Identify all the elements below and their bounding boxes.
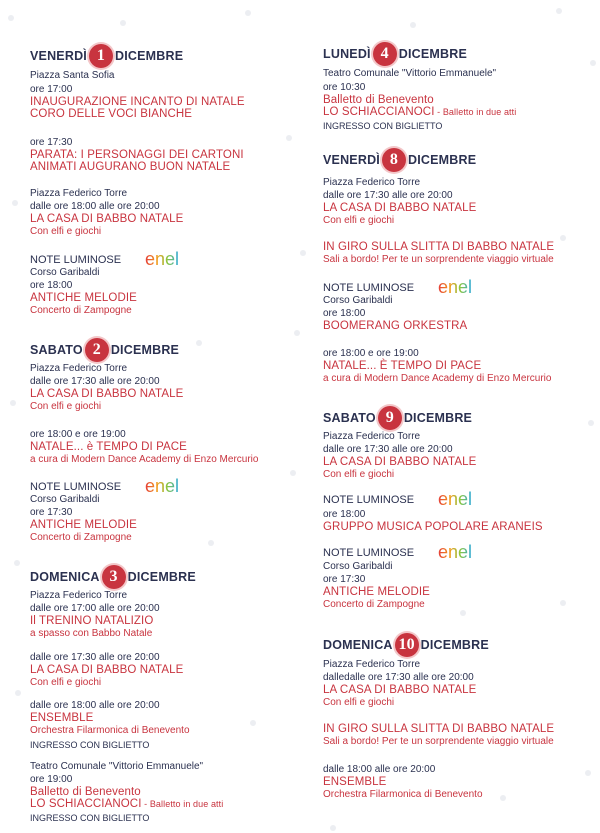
event-time: ore 17:00 — [30, 84, 73, 95]
day-number-badge: 8 — [382, 148, 406, 172]
day-number-badge: 9 — [378, 406, 402, 430]
month: DICEMBRE — [407, 153, 477, 167]
event-place: Piazza Federico Torre — [323, 659, 421, 670]
event-title-detail: - Balletto in due atti — [141, 799, 224, 809]
day-number-badge: 3 — [102, 565, 126, 589]
day-number-badge: 10 — [395, 633, 419, 657]
date-header-10 — [323, 633, 489, 657]
enel-logo-text: enel — [438, 543, 473, 561]
event-time: dalle ore 17:30 alle ore 20:00 — [323, 444, 453, 455]
month: DICEMBRE — [110, 343, 180, 357]
event-place: Corso Garibaldi — [30, 494, 100, 505]
event-time: dalle ore 17:30 alle ore 20:00 — [30, 652, 160, 663]
event-subtitle: a cura di Modern Dance Academy di Enzo Mercurio — [323, 373, 552, 384]
event-time: ore 18:00 — [323, 509, 366, 520]
event-title-detail: - Balletto in due atti — [434, 107, 517, 117]
event-title: Balletto di Benevento — [30, 786, 141, 798]
event-place: Piazza Santa Sofia — [30, 70, 115, 81]
weekday: DOMENICA — [30, 570, 100, 584]
event-place: Piazza Federico Torre — [30, 363, 128, 374]
enel-logo — [145, 250, 195, 268]
event-title-main: LO SCHIACCIANOCI — [323, 106, 435, 118]
event-title: ANIMATI AUGURANO BUON NATALE — [30, 161, 231, 173]
month: DICEMBRE — [420, 638, 489, 652]
event-subtitle: Con elfi e giochi — [323, 469, 395, 480]
event-subtitle: Orchestra Filarmonica di Benevento — [323, 789, 483, 800]
event-title: NATALE... È TEMPO DI PACE — [323, 360, 482, 372]
weekday: SABATO — [30, 343, 83, 357]
event-subtitle: Con elfi e giochi — [323, 215, 395, 226]
event-title — [323, 106, 516, 118]
weekday: LUNEDÌ — [323, 47, 371, 61]
event-place: Piazza Federico Torre — [323, 177, 421, 188]
event-title: INAUGURAZIONE INCANTO DI NATALE — [30, 96, 245, 108]
event-place: Teatro Comunale "Vittorio Emmanuele" — [30, 761, 204, 772]
event-title: ENSEMBLE — [30, 712, 94, 724]
event-place: Piazza Federico Torre — [323, 431, 421, 442]
enel-logo — [438, 278, 488, 296]
event-time: dalle 18:00 alle ore 20:00 — [323, 764, 436, 775]
note-luminose-label: NOTE LUMINOSE — [323, 547, 415, 559]
event-time: ore 17:30 — [30, 507, 73, 518]
event-time: dalle ore 18:00 alle ore 20:00 — [30, 700, 160, 711]
event-place: Corso Garibaldi — [323, 561, 393, 572]
event-title: NATALE... è TEMPO DI PACE — [30, 441, 187, 453]
event-title: IN GIRO SULLA SLITTA DI BABBO NATALE — [323, 723, 555, 735]
event-title: LA CASA DI BABBO NATALE — [30, 388, 184, 400]
event-title-main: LO SCHIACCIANOCI — [30, 798, 142, 810]
weekday: DOMENICA — [323, 638, 393, 652]
event-place: Piazza Federico Torre — [30, 188, 128, 199]
note-luminose-label: NOTE LUMINOSE — [30, 481, 122, 493]
enel-logo-text: enel — [145, 477, 180, 495]
date-header-9 — [323, 406, 472, 430]
event-title: Il TRENINO NATALIZIO — [30, 615, 154, 627]
event-title: GRUPPO MUSICA POPOLARE ARANEIS — [323, 521, 543, 533]
event-title — [30, 798, 223, 810]
month: DICEMBRE — [127, 570, 196, 584]
event-time: dalledalle ore 17:30 alle ore 20:00 — [323, 672, 474, 683]
event-title: ANTICHE MELODIE — [323, 586, 430, 598]
note-luminose-label: NOTE LUMINOSE — [30, 254, 122, 266]
event-time: dalle ore 17:00 alle ore 20:00 — [30, 603, 160, 614]
event-subtitle: Con elfi e giochi — [323, 697, 395, 708]
event-title: Balletto di Benevento — [323, 94, 434, 106]
event-subtitle: Orchestra Filarmonica di Benevento — [30, 725, 190, 736]
event-title: BOOMERANG ORKESTRA — [323, 320, 468, 332]
event-subtitle: Concerto di Zampogne — [30, 532, 132, 543]
note-luminose-label: NOTE LUMINOSE — [323, 494, 415, 506]
event-time: ore 17:30 — [323, 574, 366, 585]
event-subtitle: Con elfi e giochi — [30, 401, 102, 412]
event-title: IN GIRO SULLA SLITTA DI BABBO NATALE — [323, 241, 555, 253]
event-time: dalle ore 17:30 alle ore 20:00 — [323, 190, 453, 201]
event-time: ore 18:00 e ore 19:00 — [323, 348, 419, 359]
event-time: ore 18:00 — [30, 280, 73, 291]
ticket-note: INGRESSO CON BIGLIETTO — [30, 813, 150, 823]
event-subtitle: Sali a bordo! Per te un sorprendente viaggio virtuale — [323, 254, 554, 265]
event-place: Corso Garibaldi — [30, 267, 100, 278]
enel-logo — [438, 490, 488, 508]
day-number-badge: 1 — [89, 44, 113, 68]
event-title: CORO DELLE VOCI BIANCHE — [30, 108, 193, 120]
enel-logo-text: enel — [145, 250, 180, 268]
event-title: ENSEMBLE — [323, 776, 387, 788]
event-place: Piazza Federico Torre — [30, 590, 128, 601]
date-header-4 — [323, 42, 467, 66]
ticket-note: INGRESSO CON BIGLIETTO — [323, 121, 443, 131]
event-subtitle: Concerto di Zampogne — [30, 305, 132, 316]
event-time: ore 17:30 — [30, 137, 73, 148]
day-number-badge: 2 — [85, 338, 109, 362]
event-place: Corso Garibaldi — [323, 295, 393, 306]
event-time: ore 18:00 — [323, 308, 366, 319]
weekday: SABATO — [323, 411, 376, 425]
event-subtitle: a cura di Modern Dance Academy di Enzo Mercurio — [30, 454, 259, 465]
note-luminose-label: NOTE LUMINOSE — [323, 282, 415, 294]
day-number-badge: 4 — [373, 42, 397, 66]
event-title: ANTICHE MELODIE — [30, 292, 137, 304]
date-header-1 — [30, 44, 183, 68]
event-subtitle: Con elfi e giochi — [30, 677, 102, 688]
event-time: ore 10:30 — [323, 82, 366, 93]
enel-logo-text: enel — [438, 278, 473, 296]
event-title: LA CASA DI BABBO NATALE — [30, 664, 184, 676]
weekday: VENERDÌ — [323, 153, 380, 167]
enel-logo — [438, 543, 488, 561]
date-header-3 — [30, 565, 196, 589]
weekday: VENERDÌ — [30, 49, 87, 63]
event-place: Teatro Comunale "Vittorio Emmanuele" — [323, 68, 497, 79]
event-title: LA CASA DI BABBO NATALE — [323, 456, 477, 468]
month: DICEMBRE — [403, 411, 473, 425]
event-time: dalle ore 17:30 alle ore 20:00 — [30, 376, 160, 387]
event-title: LA CASA DI BABBO NATALE — [30, 213, 184, 225]
event-subtitle: a spasso con Babbo Natale — [30, 628, 153, 639]
enel-logo — [145, 477, 195, 495]
event-subtitle: Concerto di Zampogne — [323, 599, 425, 610]
month: DICEMBRE — [114, 49, 184, 63]
event-subtitle: Sali a bordo! Per te un sorprendente viaggio virtuale — [323, 736, 554, 747]
event-title: PARATA: I PERSONAGGI DEI CARTONI — [30, 149, 244, 161]
event-title: LA CASA DI BABBO NATALE — [323, 202, 477, 214]
month: DICEMBRE — [398, 47, 468, 61]
event-title: ANTICHE MELODIE — [30, 519, 137, 531]
event-time: ore 18:00 e ore 19:00 — [30, 429, 126, 440]
event-time: dalle ore 18:00 alle ore 20:00 — [30, 201, 160, 212]
event-time: ore 19:00 — [30, 774, 73, 785]
date-header-8 — [323, 148, 476, 172]
date-header-2 — [30, 338, 179, 362]
enel-logo-text: enel — [438, 490, 473, 508]
event-subtitle: Con elfi e giochi — [30, 226, 102, 237]
event-title: LA CASA DI BABBO NATALE — [323, 684, 477, 696]
ticket-note: INGRESSO CON BIGLIETTO — [30, 740, 150, 750]
